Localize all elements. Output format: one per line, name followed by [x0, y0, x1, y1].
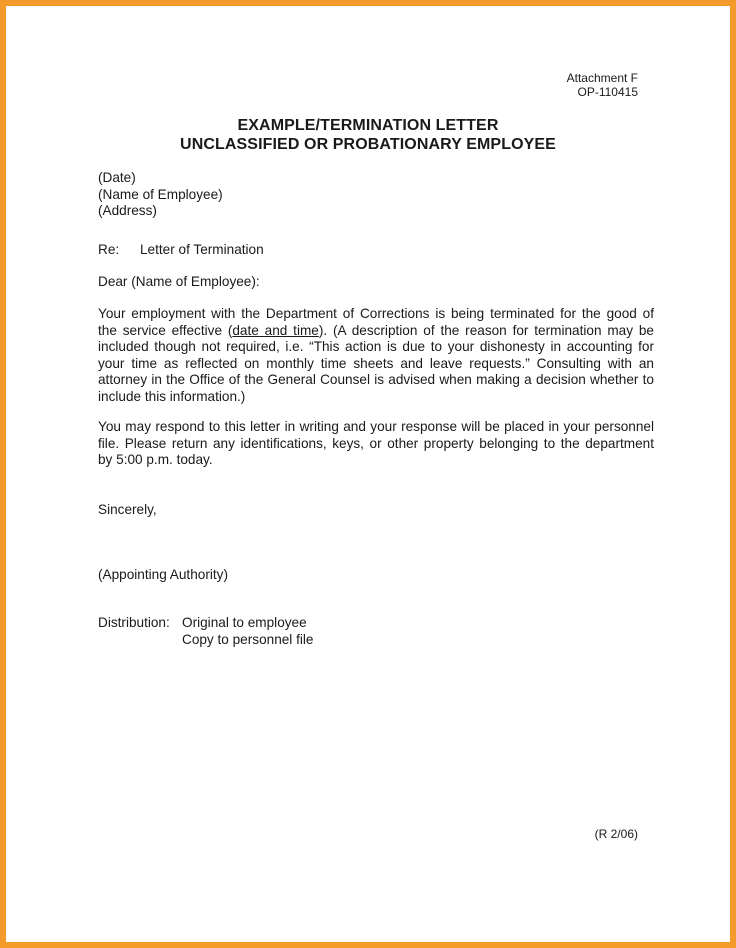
distribution-line-1: [98, 615, 654, 632]
salutation: Dear (Name of Employee):: [98, 274, 260, 289]
attachment-label: Attachment F: [566, 71, 638, 85]
title-line-2: UNCLASSIFIED OR PROBATIONARY EMPLOYEE: [180, 136, 556, 153]
paragraph-reason: [98, 306, 654, 405]
date-placeholder: (Date): [98, 170, 136, 185]
distribution-label: Distribution:: [98, 615, 170, 630]
document-code: OP-110415: [577, 85, 638, 99]
paragraph-line: file. Please return any identifications, keys, or other property belonging to the department: [98, 435, 654, 451]
letter-page: [12, 12, 724, 936]
paragraph-response: [98, 419, 654, 469]
distribution-block: [98, 615, 654, 648]
re-subject: Letter of Termination: [140, 242, 264, 257]
attachment-header: [567, 71, 638, 99]
date-and-time-underlined: date and time: [232, 322, 319, 338]
paragraph-line: [98, 323, 654, 340]
re-label: Re:: [98, 242, 120, 257]
effective-suffix: ). (A description of the reason for termination may be: [318, 322, 654, 338]
paragraph-line: your time as reflected on monthly time sheets and leave requests.” Consulting with an: [98, 355, 654, 371]
distribution-item-original: Original to employee: [182, 615, 307, 630]
paragraph-line: include this information.): [98, 388, 246, 404]
revision-code: (R 2/06): [594, 827, 638, 841]
address-placeholder: (Address): [98, 203, 157, 218]
paragraph-line: You may respond to this letter in writing and your response will be placed in your personnel: [98, 419, 654, 434]
letter-title: [12, 116, 724, 154]
closing: Sincerely,: [98, 502, 157, 517]
address-block: [98, 170, 654, 220]
paragraph-line: by 5:00 p.m. today.: [98, 452, 213, 467]
re-line: [98, 242, 654, 259]
employee-name-placeholder: (Name of Employee): [98, 186, 223, 202]
paragraph-line: Your employment with the Department of Corrections is being terminated for the good of: [98, 306, 654, 321]
signature-placeholder: (Appointing Authority): [98, 567, 228, 582]
distribution-item-copy: Copy to personnel file: [182, 631, 314, 647]
title-line-1: EXAMPLE/TERMINATION LETTER: [237, 117, 499, 134]
effective-prefix: the service effective (: [98, 322, 233, 338]
paragraph-line: included though not required, i.e. “This action is due to your dishonesty in accounting for: [98, 339, 654, 354]
paragraph-line: attorney in the Office of the General Counsel is advised when making a decision whether to: [98, 372, 654, 387]
